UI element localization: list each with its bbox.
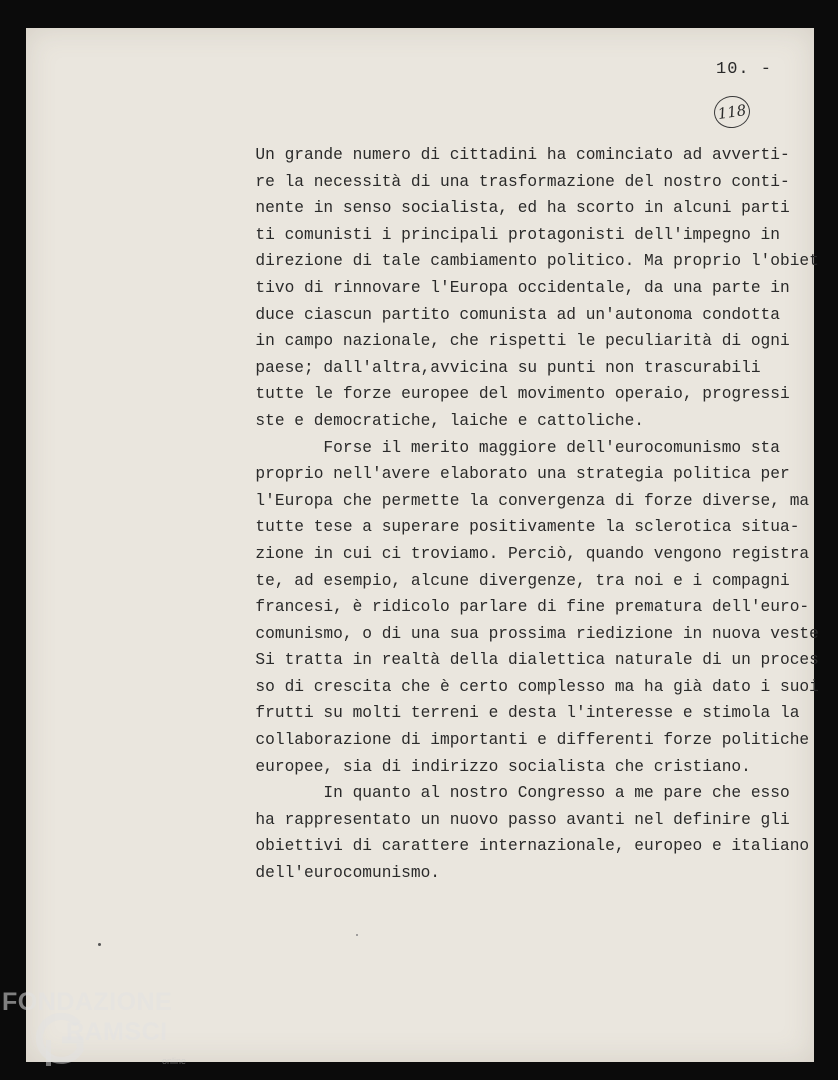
text-line: collaborazione di importanti e differenti forze politiche — [236, 731, 810, 750]
text-line: ste e democratiche, laiche e cattoliche. — [236, 411, 644, 430]
text-line: dell'eurocomunismo. — [236, 864, 440, 883]
text-line: In quanto al nostro Congresso a me pare che esso — [236, 784, 790, 803]
text-line: re la necessità di una trasformazione del nostro conti- — [236, 172, 790, 191]
text-line: zione in cui ci troviamo. Perciò, quando vengono registra — [236, 544, 810, 563]
text-line: Si tratta in realtà della dialettica naturale di un proces — [236, 651, 819, 670]
text-line: frutti su molti terreni e desta l'interesse e stimola la — [236, 704, 800, 723]
watermark-line2: RAMSCI — [66, 1018, 168, 1046]
ink-speck — [356, 934, 358, 936]
watermark-line1: FONDAZIONE — [2, 988, 173, 1016]
text-line: tutte tese a superare positivamente la sclerotica situa- — [236, 518, 800, 537]
text-line: te, ad esempio, alcune divergenze, tra noi e i compagni — [236, 571, 790, 590]
text-line: direzione di tale cambiamento politico. Ma proprio l'obiet — [236, 252, 819, 271]
text-line: paese; dall'altra,avvicina su punti non trascurabili — [236, 358, 761, 377]
text-line: duce ciascun partito comunista ad un'autonoma condotta — [236, 305, 780, 324]
text-line: obiettivi di carattere internazionale, europeo e italiano — [236, 837, 810, 856]
text-line: Forse il merito maggiore dell'eurocomunismo sta — [236, 438, 780, 457]
archive-number-stamp: 118 — [712, 94, 752, 131]
text-line: so di crescita che è certo complesso ma ha già dato i suoi — [236, 677, 819, 696]
watermark-subtitle: online — [162, 1056, 187, 1066]
page-number: 10. - — [716, 60, 773, 79]
text-line: Un grande numero di cittadini ha cominciato ad avverti- — [236, 146, 790, 164]
text-line: francesi, è ridicolo parlare di fine prematura dell'euro- — [236, 598, 810, 617]
ink-speck — [98, 943, 101, 946]
text-line: proprio nell'avere elaborato una strategia politica per — [236, 465, 790, 484]
text-line: nente in senso socialista, ed ha scorto in alcuni parti — [236, 199, 790, 218]
text-line: l'Europa che permette la convergenza di forze diverse, ma — [236, 491, 810, 510]
text-line: comunismo, o di una sua prossima riedizione in nuova veste — [236, 624, 819, 643]
text-line: in campo nazionale, che rispetti le peculiarità di ogni — [236, 332, 790, 351]
body-text — [236, 142, 819, 887]
text-line: europee, sia di indirizzo socialista che cristiano. — [236, 757, 751, 776]
text-line: tivo di rinnovare l'Europa occidentale, da una parte in — [236, 278, 790, 297]
text-line: ha rappresentato un nuovo passo avanti nel definire gli — [236, 810, 790, 829]
document-page — [26, 28, 819, 1062]
fondazione-gramsci-watermark — [2, 988, 212, 1078]
text-line: tutte le forze europee del movimento operaio, progressi — [236, 385, 790, 404]
text-line: ti comunisti i principali protagonisti dell'impegno in — [236, 225, 780, 244]
